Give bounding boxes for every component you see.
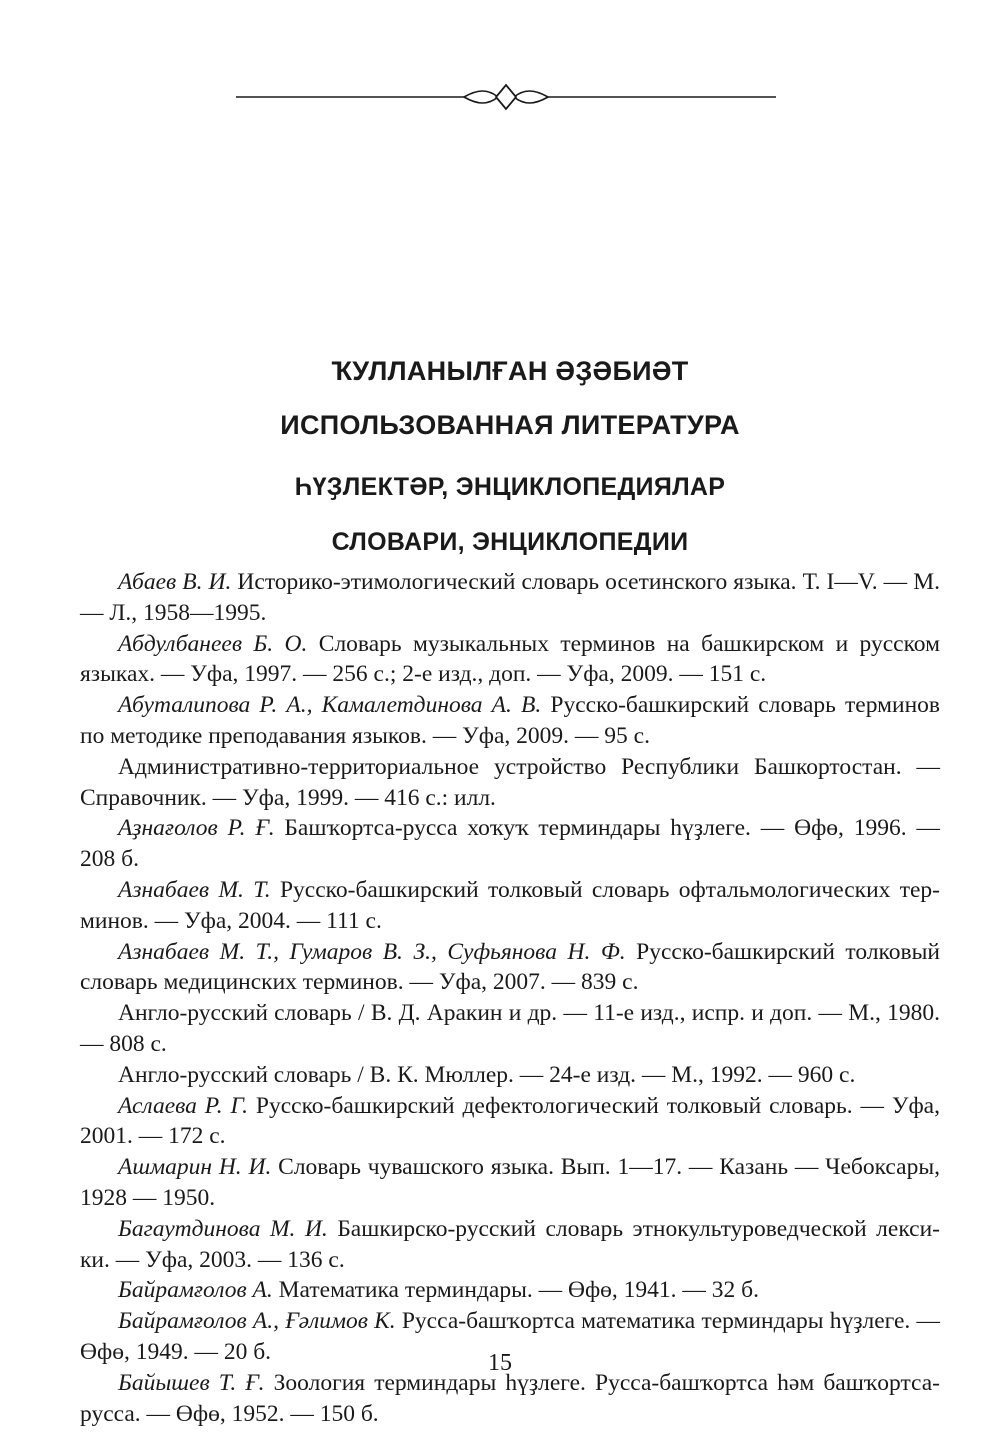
reference-author: Аҙнағолов Р. Ғ.	[118, 815, 275, 842]
reference-entry	[80, 629, 940, 691]
title-russian: ИСПОЛЬЗОВАННАЯ ЛИТЕРАТУРА	[280, 410, 740, 440]
reference-entry	[80, 1152, 940, 1214]
reference-text: Русско-башкирский дефектологический толковый словарь. — Уфа, 2001. — 172 с.	[80, 1092, 940, 1150]
page-number: 15	[488, 1350, 512, 1376]
reference-entry	[80, 813, 940, 875]
reference-author: Азнабаев М. Т., Гумаров В. З., Суфьянова Н. Ф.	[118, 938, 626, 965]
reference-text: Башҡортса-русса хоҡуҡ терминдары һүҙлеге. — Өфө, 1996. — 208 б.	[80, 815, 940, 873]
reference-author: Азнабаев М. Т.	[118, 876, 271, 903]
ornament-divider-icon	[236, 80, 776, 114]
reference-entry	[80, 690, 940, 752]
reference-author: Абуталипова Р. А., Камалетдинова А. В.	[118, 692, 542, 719]
reference-author: Аслаева Р. Г.	[118, 1092, 249, 1119]
section-title-russian: СЛОВАРИ, ЭНЦИКЛОПЕДИИ	[331, 528, 689, 556]
reference-author: Абаев В. И.	[118, 569, 232, 595]
reference-text: Англо-русский словарь / В. Д. Аракин и др. — 11-е изд., испр. и доп. — М., 1980. — 808 с.	[80, 1000, 940, 1057]
reference-author: Багаутдинова М. И.	[118, 1215, 328, 1242]
reference-text: Русско-башкирский толковый словарь офтальмологических терминов. — Уфа, 2004. — 111 с.	[80, 876, 940, 934]
reference-author: Абдулбанеев Б. О.	[118, 630, 308, 657]
reference-entry	[80, 1060, 940, 1091]
reference-entry	[80, 937, 940, 999]
reference-text: Административно-территориальное устройство Республики Башкортостан. — Справочник. — Уфа, 1999. — 416 с.: илл.	[80, 753, 940, 811]
reference-entry	[80, 1214, 940, 1276]
reference-list	[80, 567, 940, 1429]
reference-text: Историко-этимологический словарь осетинского языка. Т. I—V. — М. — Л., 1958—1995.	[80, 569, 940, 626]
reference-entry	[80, 875, 940, 937]
reference-entry	[80, 752, 940, 814]
reference-entry	[80, 567, 940, 629]
reference-text: Русско-башкирский толковый словарь медицинских терминов. — Уфа, 2007. — 839 с.	[80, 938, 940, 996]
reference-text: Русса-башҡортса математика терминдары һүҙлеге. — Өфө, 1949. — 20 б.	[80, 1308, 940, 1365]
reference-text: Зоология терминдары һүҙлеге. Русса-башҡортса һәм башҡортса-русса. — Өфө, 1952. — 150 б.	[80, 1369, 940, 1427]
reference-text: Математика терминдары. — Өфө, 1941. — 32 б.	[272, 1277, 760, 1304]
reference-author: Байышев Т. Ғ.	[118, 1369, 265, 1396]
reference-entry	[80, 1275, 940, 1306]
reference-text: Башкирско-русский словарь этнокультуроведческой лексики. — Уфа, 2003. — 136 с.	[80, 1215, 940, 1273]
reference-author: Байрамғолов А.	[118, 1277, 273, 1304]
reference-author: Ашмарин Н. И.	[118, 1154, 272, 1181]
section-title-bashkir: ҺҮҘЛЕКТӘР, ЭНЦИКЛОПЕДИЯЛАР	[294, 473, 726, 501]
reference-text: Словарь чувашского языка. Вып. 1—17. — Казань — Чебоксары, 1928 — 1950.	[80, 1154, 940, 1211]
reference-entry	[80, 1091, 940, 1153]
reference-text: Русско-башкирский словарь терминов по методике преподавания языков. — Уфа, 2009. — 95 с.	[80, 692, 940, 749]
reference-text: Англо-русский словарь / В. К. Мюллер. — 24-е изд. — М., 1992. — 960 с.	[118, 1061, 856, 1088]
reference-text: Словарь музыкальных терминов на башкирском и русском языках. — Уфа, 1997. — 256 с.; 2-е изд., доп. — Уфа, 2009. — 151 с.	[80, 630, 940, 688]
title-bashkir: ҠУЛЛАНЫЛҒАН ӘҘӘБИӘТ	[331, 356, 689, 386]
reference-author: Байрамғолов А., Ғәлимов К.	[118, 1308, 396, 1335]
reference-entry	[80, 998, 940, 1060]
